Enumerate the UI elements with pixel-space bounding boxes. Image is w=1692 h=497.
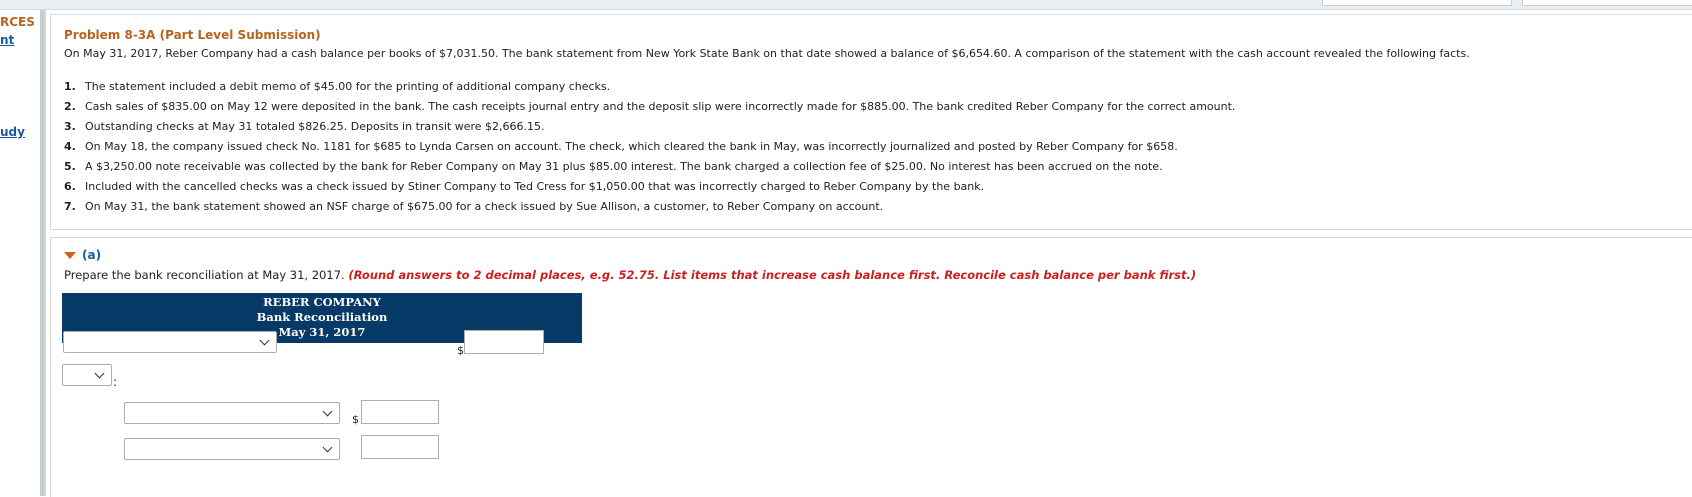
fact-text: Cash sales of $835.00 on May 12 were deposited in the bank. The cash receipts journal entry and the deposit slip were incorrectly made for $885.00. The bank credited Reber Company for the correct amount. (85, 100, 1236, 113)
problem-intro: On May 31, 2017, Reber Company had a cash balance per books of $7,031.50. The bank statement from New York State Bank on that date showed a balance of $6,654.60. A comparison of the statement with the cash account revealed the following facts. (64, 47, 1470, 60)
fact-text: Included with the cancelled checks was a check issued by Stiner Company to Ted Cress for $1,050.00 that was incorrectly charged to Reber Company by the bank. (85, 180, 985, 193)
company-name: REBER COMPANY (263, 295, 381, 309)
part-a-toggle[interactable] (64, 248, 101, 262)
list-item (64, 117, 1235, 137)
fact-number: 2. (64, 100, 76, 113)
part-a-instruction (64, 268, 1196, 282)
chevron-down-icon (323, 443, 333, 453)
sidebar-divider (44, 10, 46, 496)
statement-date: May 31, 2017 (278, 325, 366, 339)
item1-select[interactable] (124, 402, 340, 424)
collapse-triangle-icon (64, 252, 76, 259)
list-item (64, 77, 1235, 97)
part-a-panel (50, 237, 1692, 497)
balance-select[interactable] (63, 331, 277, 353)
sidebar-link-study[interactable]: udy (0, 125, 25, 139)
dollar-sign: $ (352, 413, 359, 426)
resources-heading: RCES (0, 15, 35, 29)
sidebar-link[interactable]: nt (0, 33, 15, 47)
toolbar-button[interactable] (1522, 0, 1692, 6)
fact-text: Outstanding checks at May 31 totaled $826.25. Deposits in transit were $2,666.15. (85, 120, 545, 133)
list-item (64, 157, 1235, 177)
list-item (64, 137, 1235, 157)
fact-number: 4. (64, 140, 76, 153)
fact-number: 1. (64, 80, 76, 93)
list-item (64, 197, 1235, 217)
balance-amount-input[interactable] (464, 330, 544, 354)
instruction-emphasis: (Round answers to 2 decimal places, e.g. 52.75. List items that increase cash balance first. Reconcile cash balance per bank first.) (348, 268, 1197, 282)
part-a-label: (a) (82, 248, 102, 262)
add-less-select[interactable] (62, 364, 112, 386)
instruction-text: Prepare the bank reconciliation at May 31, 2017. (64, 268, 345, 282)
item2-amount-input[interactable] (361, 435, 439, 459)
top-toolbar (0, 0, 1692, 10)
statement-name: Bank Reconciliation (256, 310, 388, 324)
fact-text: The statement included a debit memo of $45.00 for the printing of additional company checks. (85, 80, 611, 93)
chevron-down-icon (95, 369, 105, 379)
chevron-down-icon (323, 407, 333, 417)
toolbar-button[interactable] (1322, 0, 1512, 6)
fact-text: On May 31, the bank statement showed an NSF charge of $675.00 for a check issued by Sue Allison, a customer, to Reber Company on account. (85, 200, 884, 213)
fact-number: 3. (64, 120, 76, 133)
fact-text: On May 18, the company issued check No. 1181 for $685 to Lynda Carsen on account. The check, which cleared the bank in May, was incorrectly journalized and posted by Reber Company for $658. (85, 140, 1178, 153)
item1-amount-input[interactable] (361, 400, 439, 424)
resources-sidebar (0, 10, 44, 496)
chevron-down-icon (260, 336, 270, 346)
fact-number: 6. (64, 180, 76, 193)
fact-text: A $3,250.00 note receivable was collected by the bank for Reber Company on May 31 plus $85.00 interest. The bank charged a collection fee of $25.00. No interest has been accrued on the note. (85, 160, 1163, 173)
problem-panel (50, 14, 1692, 230)
list-item (64, 97, 1235, 117)
fact-number: 7. (64, 200, 76, 213)
problem-title: Problem 8-3A (Part Level Submission) (64, 28, 321, 42)
dollar-sign: $ (457, 344, 464, 357)
colon-label: : (113, 375, 118, 389)
fact-number: 5. (64, 160, 76, 173)
facts-list (64, 77, 1235, 217)
list-item (64, 177, 1235, 197)
item2-select[interactable] (124, 438, 340, 460)
